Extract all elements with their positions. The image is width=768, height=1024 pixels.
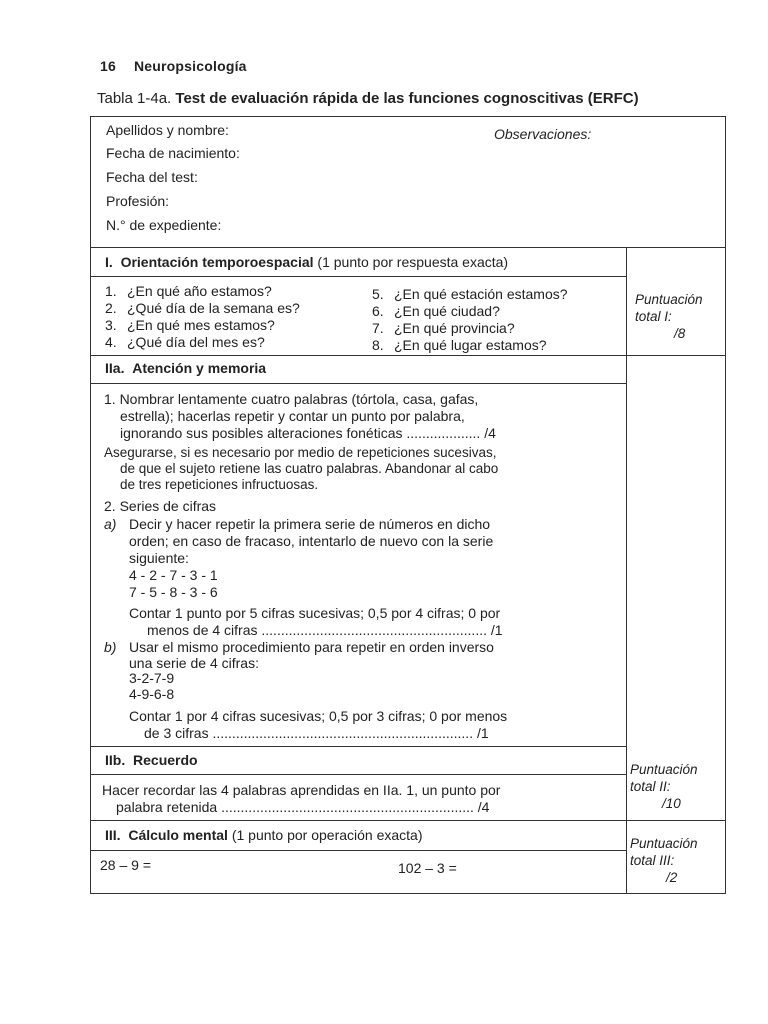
list-item: 7. ¿En qué provincia? (372, 320, 515, 336)
section-1-note: (1 punto por respuesta exacta) (317, 254, 509, 270)
digit-series: 4-9-6-8 (129, 686, 175, 702)
recall-line: palabra retenida ................................................................. /4 (116, 799, 490, 815)
chapter-title: Neuropsicología (133, 58, 247, 74)
item-b-line: una serie de 4 cifras: (129, 655, 259, 671)
calc-operation-1: 28 – 9 = (100, 857, 151, 873)
divider (90, 820, 726, 821)
table-caption (97, 90, 639, 107)
field-test-date: Fecha del test: (106, 169, 198, 185)
list-item: 3. ¿En qué mes estamos? (105, 317, 275, 333)
score-1-value: /8 (674, 326, 686, 341)
item-2-title: 2. Series de cifras (104, 498, 217, 514)
section-1-title: Orientación temporoespacial (120, 254, 314, 270)
item-a-count: menos de 4 cifras .......................................................... /1 (147, 622, 503, 638)
section-2a-number: IIa. (105, 360, 125, 376)
section-2b-title: Recuerdo (133, 752, 198, 768)
section-3-number: III. (105, 827, 121, 843)
score-column-divider (626, 247, 627, 894)
score-3-value: /2 (666, 870, 678, 885)
page-number: 16 (100, 58, 116, 74)
score-2-label-2: total II: (630, 779, 671, 794)
score-2-label: Puntuación (630, 762, 698, 777)
score-2-value: /10 (662, 796, 681, 811)
digit-series: 4 - 2 - 7 - 3 - 1 (129, 567, 218, 583)
section-3-note: (1 punto por operación exacta) (231, 827, 423, 843)
list-item: 8. ¿En qué lugar estamos? (372, 337, 547, 353)
observaciones-label: Observaciones: (494, 126, 592, 142)
recall-line: Hacer recordar las 4 palabras aprendidas en IIa. 1, un punto por (102, 782, 501, 798)
field-profession: Profesión: (106, 193, 170, 209)
digit-series: 3-2-7-9 (129, 670, 175, 686)
section-2b-number: IIb. (105, 752, 126, 768)
section-2a-title: Atención y memoria (132, 360, 267, 376)
field-record-number: N.° de expediente: (106, 217, 222, 233)
item-1-line: 1. Nombrar lentamente cuatro palabras (tórtola, casa, gafas, (104, 391, 479, 407)
divider (90, 774, 626, 775)
item-b-count: de 3 cifras ................................................................... /1 (144, 725, 489, 741)
table-title: Test de evaluación rápida de las funciones cognoscitivas (ERFC) (175, 90, 639, 107)
list-item: 4. ¿Qué día del mes es? (105, 334, 265, 350)
divider (90, 746, 626, 747)
item-a-count: Contar 1 punto por 5 cifras sucesivas; 0,5 por 4 cifras; 0 por (129, 605, 501, 621)
field-birthdate: Fecha de nacimiento: (106, 145, 240, 161)
list-item: 2. ¿Qué día de la semana es? (105, 300, 300, 316)
section-1-heading (105, 254, 508, 271)
note-line: Asegurarse, si es necesario por medio de repeticiones sucesivas, (104, 445, 497, 460)
list-item: 1. ¿En qué año estamos? (105, 283, 272, 299)
divider (90, 355, 726, 356)
list-item: 6. ¿En qué ciudad? (372, 303, 500, 319)
divider (90, 383, 626, 384)
running-header (100, 58, 247, 74)
item-a-line: Decir y hacer repetir la primera serie de números en dicho (129, 516, 491, 532)
score-1-label: Puntuación (635, 292, 703, 307)
item-a-line: siguiente: (129, 550, 189, 566)
item-1-line: estrella); hacerlas repetir y contar un punto por palabra, (120, 408, 465, 424)
note-line: de que el sujeto retiene las cuatro palabras. Abandonar al cabo (120, 461, 499, 476)
item-1-line: ignorando sus posibles alteraciones fonéticas ................... /4 (120, 425, 496, 441)
divider (90, 276, 626, 277)
item-b-marker: b) (104, 639, 117, 655)
section-2b-heading (105, 752, 198, 769)
score-1-label-2: total I: (635, 309, 672, 324)
score-3-label-2: total III: (630, 853, 675, 868)
divider (90, 247, 726, 248)
item-b-count: Contar 1 por 4 cifras sucesivas; 0,5 por 3 cifras; 0 por menos (129, 708, 508, 724)
section-2a-heading (105, 360, 266, 377)
digit-series: 7 - 5 - 8 - 3 - 6 (129, 584, 218, 600)
section-3-heading (105, 827, 423, 844)
section-1-number: I. (105, 254, 113, 270)
item-b-line: Usar el mismo procedimiento para repetir en orden inverso (129, 639, 494, 655)
score-3-label: Puntuación (630, 836, 698, 851)
item-a-line: orden; en caso de fracaso, intentarlo de nuevo con la serie (129, 533, 494, 549)
list-item: 5. ¿En qué estación estamos? (372, 286, 568, 302)
item-a-marker: a) (104, 516, 117, 532)
section-3-title: Cálculo mental (128, 827, 228, 843)
note-line: de tres repeticiones infructuosas. (120, 477, 319, 492)
field-name: Apellidos y nombre: (106, 122, 229, 138)
table-label: Tabla 1-4a. (97, 90, 172, 107)
divider (90, 850, 626, 851)
calc-operation-2: 102 – 3 = (398, 860, 457, 876)
